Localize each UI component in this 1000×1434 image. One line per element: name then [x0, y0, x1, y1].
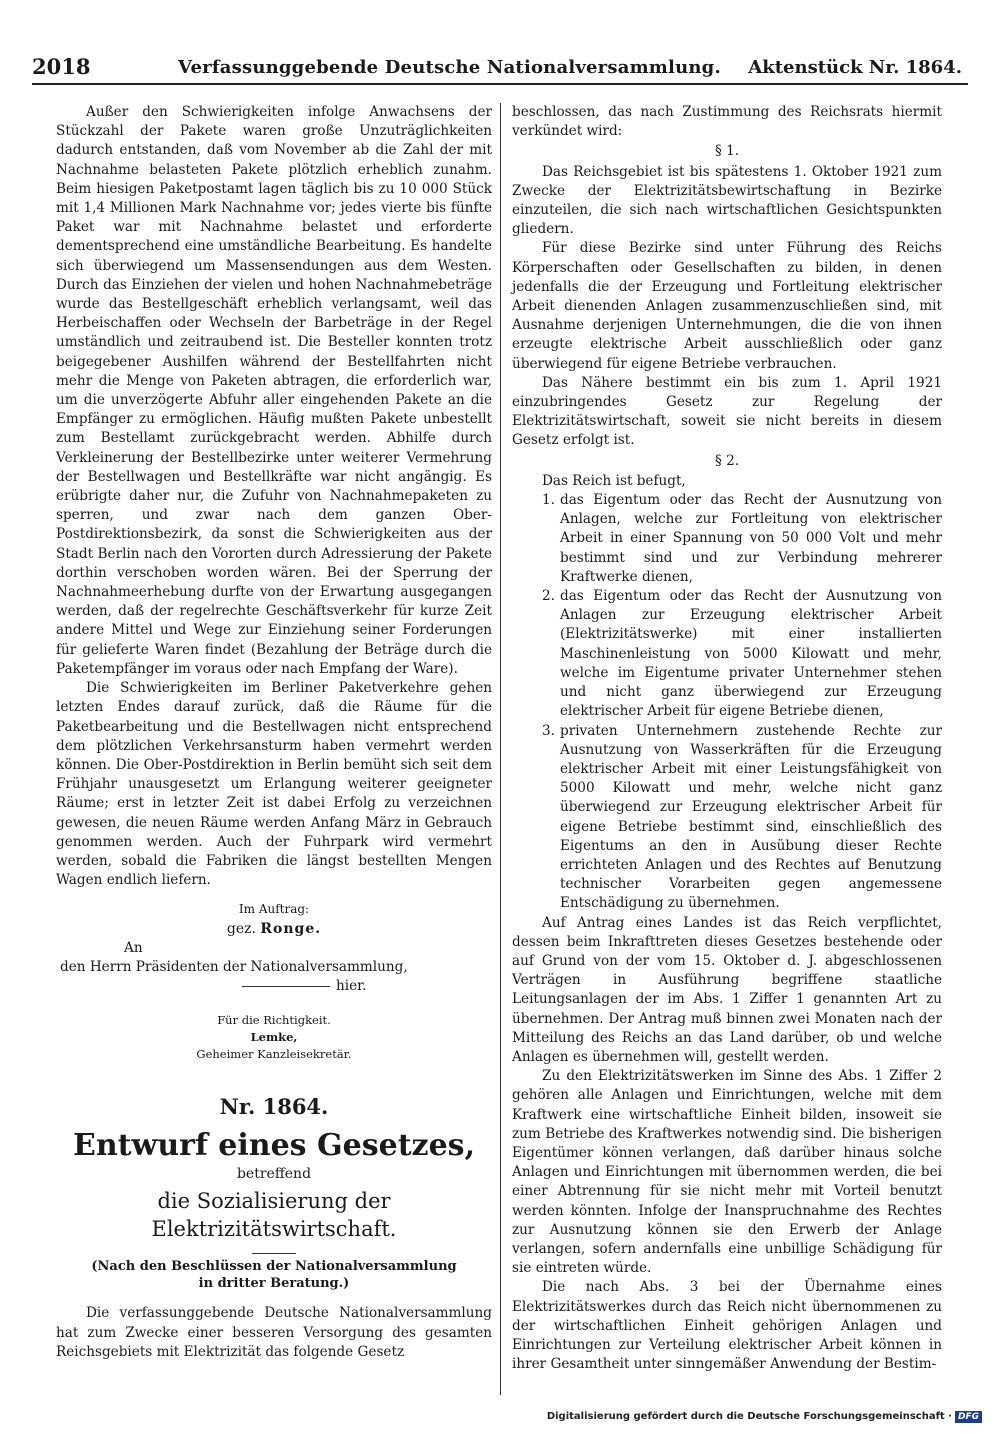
addressee: den Herrn Präsidenten der Nationalversammlung,: [60, 958, 408, 975]
section-paragraph: Das Nähere bestimmt ein bis zum 1. April 1921 einzubringendes Gesetz zur Regelung der Elektrizitätswirtschaft, soweit sie nicht bereits in diesem Gesetz erfolgt ist.: [512, 374, 942, 449]
column-divider: [500, 103, 501, 1395]
section-paragraph: Die nach Abs. 3 bei der Übernahme eines Elektrizitätswerkes durch das Reich nicht übernommenen zu der wirtschaftlichen Einheit gehörigen Anlagen und Einrichtungen zur Verteilung elektrischer Arbeit können in ihrer Gesamtheit unter sinngemäßer Anwendung der Bestim-: [512, 1279, 942, 1373]
digitization-credit: Digitalisierung gefördert durch die Deutsche Forschungsgemeinschaft · DFG: [547, 1411, 982, 1423]
section-heading: § 2.: [714, 452, 740, 469]
left-paragraph: Außer den Schwierigkeiten infolge Anwachsens der Stückzahl der Pakete waren große Unzuträglichkeiten dadurch entstanden, daß vom November ab die Zahl der mit Nachnahme belasteten Pakete plötzlich erheblich zunahm. Beim hiesigen Paketpostamt lagen täglich bis zu 10 000 Stück mit 1,4 Millionen Mark Nachnahme vor; jedes vierte bis fünfte Paket war mit Nachnahme belastet und erforderte dementsprechend eine umständliche Bearbeitung. Es handelte sich überwiegend um Massensendungen aus dem Westen. Durch das Einziehen der vielen und hohen Nachnahmebeträge wurde das Bestellgeschäft erheblich verlangsamt, weil das Herbeischaffen oder Wechseln der Barbeträge in der Regel umständlich und zeitraubend ist. Die Besteller konnten trotz beigegebener Aushilfen während der Bestellfahrten nicht mehr die Menge von Paketen abtragen, die erforderlich war, um die unverzögerte Abfuhr aller eingehenden Pakete an die Empfänger zu ermöglichen. Häufig mußten Pakete unbestellt zum Bestellamt zurückgebracht werden. Abhilfe durch Verkleinerung der Bestellbezirke unter weiterer Vermehrung der Bestellwagen und Bestellkräfte war nicht angängig. Es erübrigte daher nur, die Zufuhr von Nachnahmepaketen zu sperren, und zwar nach dem ganzen Ober-Postdirektionsbezirk, da sonst die Schwierigkeiten aus der Stadt Berlin nach den Vororten durch Adressierung der Pakete dorthin verschoben worden wären. Bei der Sperrung der Nachnahmeerhebung durfte von der Erwartung ausgegangen werden, daß der regelrechte Geschäftsverkehr für kurze Zeit andere Mittel und Wege zur Einziehung seiner Forderungen für gelieferte Waren findet (Bezahlung der Beträge durch die Paketempfänger im voraus oder nach Empfang der Ware).: [56, 104, 492, 677]
certification: [56, 1012, 492, 1063]
signer-name: Ronge.: [260, 920, 322, 937]
signed-by: [56, 920, 492, 939]
section-intro: Das Reich ist befugt,: [542, 472, 686, 489]
list-item-text: das Eigentum oder das Recht der Ausnutzung von Anlagen, welche zur Fortleitung von elektrischer Arbeit in einer Spannung von 50 000 Volt und mehr bestimmt sind und zur Verbindung mehrerer Kraftwerke dienen,: [560, 492, 942, 585]
list-item-text: privaten Unternehmern zustehende Rechte zur Ausnutzung von Wasserkräften für die Erzeugung elektrischer Arbeit mit einer Leistungsfähigkeit von 5000 Kilowatt und mehr, welche nicht ganz überwiegend zur Erzeugung elektrischer Arbeit für eigene Betriebe bestimmt sind, einschließlich des Eigentums an den in Ausübung dieser Rechte errichteten Anlagen und des Rechtes auf Benutzung technischer Vorarbeiten gegen angemessene Entschädigung zu übernehmen.: [560, 722, 942, 912]
certifier-role: Geheimer Kanzleisekretär.: [196, 1047, 352, 1062]
law-note-line: (Nach den Beschlüssen der Nationalversammlung: [91, 1259, 457, 1275]
list-item-number: 2.: [542, 588, 555, 605]
law-subtitle: die Sozialisierung der Elektrizitätswirtschaft.: [151, 1189, 397, 1242]
list-item: [512, 491, 942, 587]
section-paragraph: Für diese Bezirke sind unter Führung des Reichs Körperschaften oder Gesellschaften zu bilden, in denen jedenfalls die der Erzeugung und Fortleitung elektrischer Arbeit dienenden Anlagen zusammenzuschließen sind, mit Ausnahme derjenigen Unternehmungen, die die von ihnen erzeugte elektrische Arbeit ausschließlich oder ganz überwiegend für eigene Betriebe verbrauchen.: [512, 240, 942, 372]
list-item: [512, 587, 942, 721]
blank-line: [242, 986, 330, 987]
signature-block: [56, 900, 492, 996]
dfg-logo: DFG: [955, 1411, 982, 1423]
left-paragraph: Die Schwierigkeiten im Berliner Paketverkehre gehen letzten Endes darauf zurück, daß die Räume für die Paketbearbeitung und die Bestellwagen nicht entsprechend dem plötzlichen Verkehrsansturm haben vermehrt werden können. Die Ober-Postdirektion in Berlin bemüht sich seit dem Frühjahr unausgesetzt um Erlangung weiterer geeigneter Räume; erst in letzter Zeit ist dabei Erfolg zu verzeichnen gewesen, die neuen Räume werden Anfang März in Gebrauch genommen werden. Auch der Fuhrpark wird vermehrt werden, sobald die Fabriken die längst bestellten Mengen Wagen endlich liefern.: [56, 680, 492, 889]
document-reference: Aktenstück Nr. 1864.: [748, 57, 962, 78]
hier-line: [56, 977, 492, 996]
preamble-continuation: beschlossen, das nach Zustimmung des Reichsrats hiermit verkündet wird:: [512, 104, 942, 140]
page-header: [32, 52, 968, 84]
running-title: Verfassunggebende Deutsche Nationalversammlung.: [178, 57, 721, 78]
im-auftrag: Im Auftrag:: [238, 902, 310, 917]
list-item-text: das Eigentum oder das Recht der Ausnutzung von Anlagen zur Erzeugung elektrischer Arbeit (Elektrizitätswerke) mit einer installierten Maschinenleistung von 5000 Kilowatt und mehr, welche im Eigentume privater Unternehmer stehen und nicht ganz überwiegend zur Erzeugung elektrischer Arbeit für eigene Betriebe dienen,: [560, 588, 942, 720]
law-number: Nr. 1864.: [219, 1094, 329, 1120]
credit-text: Digitalisierung gefördert durch die Deutsche Forschungsgemeinschaft: [546, 1411, 945, 1422]
list-item: [512, 722, 942, 914]
certification-line: Für die Richtigkeit.: [217, 1013, 331, 1028]
section-paragraph: Das Reichsgebiet ist bis spätestens 1. Oktober 1921 zum Zwecke der Elektrizitätsbewirtschaftung in Bezirke einzuteilen, die sich nach wirtschaftlichen Gesichtspunkten gliedern.: [512, 163, 942, 238]
law-note: [56, 1258, 492, 1292]
left-column: [56, 103, 492, 1362]
law-preamble: Die verfassunggebende Deutsche Nationalversammlung hat zum Zwecke einer besseren Versorgung des gesamten Reichsgebiets mit Elektrizität das folgende Gesetz: [56, 1305, 492, 1360]
header-rule: [32, 83, 968, 85]
title-rule: [252, 1253, 296, 1254]
enumerated-list: [512, 491, 942, 913]
section-heading: § 1.: [714, 143, 740, 160]
hier-label: hier.: [336, 978, 367, 995]
an-label: An: [124, 939, 143, 956]
section-paragraph: Auf Antrag eines Landes ist das Reich verpflichtet, dessen beim Inkrafttreten dieses Gesetzes bestehende oder auf Grund von der vom 15. Oktober d. J. abgeschlossenen Verträgen in Ausführung begriffene staatliche Leitungsanlagen der im Abs. 1 Ziffer 1 genannten Art zu übernehmen. Der Antrag muß binnen zwei Monaten nach der Mitteilung des Reichs an das Land darüber, ob und welche Anlagen es übernehmen will, gestellt werden.: [512, 914, 942, 1065]
law-title: Entwurf eines Gesetzes,: [72, 1128, 476, 1164]
section-paragraph: Zu den Elektrizitätswerken im Sinne des Abs. 1 Ziffer 2 gehören alle Anlagen und Einrichtungen, welche mit dem Kraftwerk eine wirtschaftliche Einheit bilden, insoweit sie zum Betriebe des Kraftwerkes notwendig sind. Die bisherigen Eigentümer können verlangen, daß darüber hinaus solche Anlagen und Einrichtungen mit übernommen werden, die bei einer Abtrennung für sie nicht mehr mit Vorteil benutzt werden könnten. Infolge der Inanspruchnahme des Rechtes zur Ausnutzung können sie den Erwerb der Anlage verlangen, sofern andernfalls eine unbillige Schädigung für sie eintreten würde.: [512, 1068, 942, 1277]
list-item-number: 1.: [542, 492, 555, 509]
law-betreffend: betreffend: [236, 1166, 312, 1183]
page-number: 2018: [32, 54, 91, 79]
list-item-number: 3.: [542, 722, 555, 739]
certifier-name: Lemke,: [250, 1030, 298, 1045]
right-column: [512, 103, 942, 1374]
gez-prefix: gez.: [226, 920, 256, 937]
law-note-line: in dritter Beratung.): [198, 1276, 350, 1292]
